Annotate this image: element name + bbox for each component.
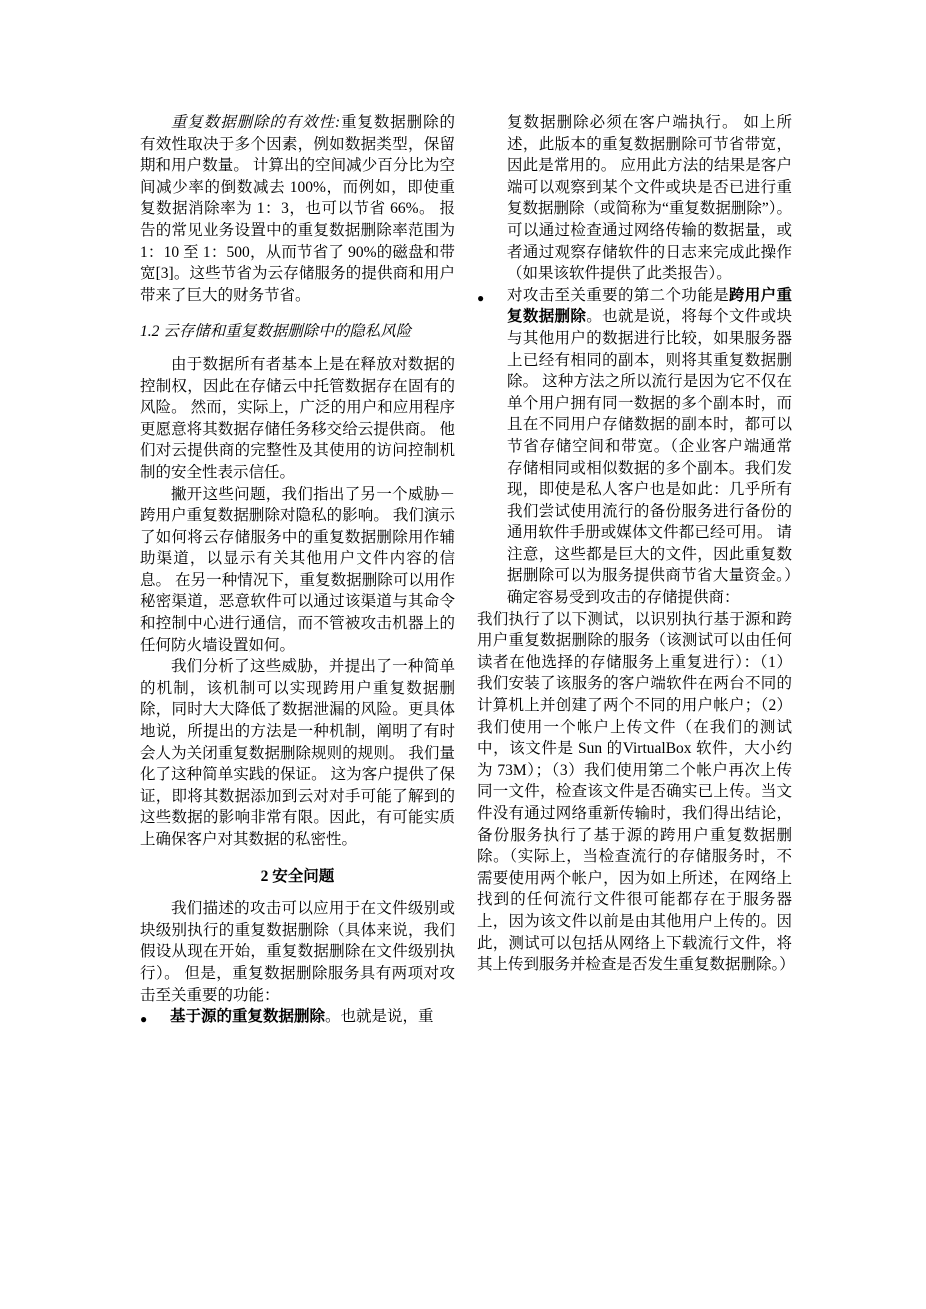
text-segment: 。也就是说，重 bbox=[325, 1008, 434, 1026]
text-segment: 对攻击至关重要的第二个功能是 bbox=[507, 286, 729, 304]
paragraph bbox=[140, 656, 455, 850]
subsection-heading bbox=[140, 321, 455, 343]
left-column bbox=[140, 112, 455, 1028]
text-segment: 复数据删除必须在客户端执行。 如上所述，此版本的重复数据删除可节省带宽，因此是常用的。 应用此方法的结果是客户端可以观察到某个文件或块是否已进行重复数据删除（或简称为“重复数据删除”）。 可以通过检查通过网络传输的数据量，或者通过观察存储软件的日志来完成此操作（如果该软件提供了此类报告）。 bbox=[507, 114, 793, 283]
bullet-item bbox=[477, 285, 792, 609]
emphasis-text: 重复数据删除的有效性: bbox=[171, 114, 341, 131]
right-column bbox=[477, 112, 795, 1028]
text-segment: 由于数据所有者基本上是在释放对数据的控制权，因此在存储云中托管数据存在固有的风险。 然而，实际上，广泛的用户和应用程序更愿意将其数据存储任务移交给云提供商。 他们对云提供商的完整性及其使用的访问控制机制的安全性表示信任。 bbox=[140, 355, 455, 481]
bullet-item bbox=[140, 1006, 455, 1028]
text-segment: 重复数据删除的有效性取决于多个因素，例如数据类型，保留期和用户数量。 计算出的空间减少百分比为空间减少率的倒数减去 100%，而例如，即使重复数据消除率为 1：3，也可以节省 66%。 报告的常见业务设置中的重复数据删除率范围为 1：10 至 1：500，从而节省了 90%的磁盘和带宽[3]。这些节省为云存储服务的提供商和用户带来了巨大的财务节省。 bbox=[140, 114, 455, 304]
bullet-continuation bbox=[477, 112, 792, 285]
text-segment: 撇开这些问题，我们指出了另一个威胁－跨用户重复数据删除对隐私的影响。 我们演示了如何将云存储服务中的重复数据删除用作辅助渠道，以显示有关其他用户文件内容的信息。 在另一种情况下，重复数据删除可以用作秘密渠道，恶意软件可以通过该渠道与其命令和控制中心进行通信，而不管被攻击机器上的任何防火墙设置如何。 bbox=[140, 485, 455, 654]
bullet-marker-icon: ● bbox=[140, 1012, 148, 1027]
emphasis-text: 基于源的重复数据删除 bbox=[170, 1008, 326, 1026]
paragraph bbox=[477, 609, 795, 976]
paragraph bbox=[140, 354, 455, 484]
paragraph bbox=[140, 112, 455, 306]
text-segment: 2 安全问题 bbox=[260, 867, 335, 885]
text-segment: 1.2 云存储和重复数据删除中的隐私风险 bbox=[140, 323, 412, 341]
paragraph bbox=[140, 898, 455, 1006]
text-segment: 。也就是说，将每个文件或块与其他用户的数据进行比较，如果服务器上已经有相同的副本，则将其重复数据删除。 这种方法之所以流行是因为它不仅在单个用户拥有同一数据的多个副本时，而且在不同用户存储数据的副本时，都可以节省存储空间和带宽。（企业客户端通常存储相同或相似数据的多个副本。我们发现，即使是私人客户也是如此：几乎所有我们尝试使用流行的备份服务进行备份的通用软件手册或媒体文件都已经可用。 请注意，这些都是巨大的文件，因此重复数据删除可以为服务提供商节省大量资金。）确定容易受到攻击的存储提供商： bbox=[507, 308, 792, 607]
text-segment: 我们描述的攻击可以应用于在文件级别或块级别执行的重复数据删除（具体来说，我们假设从现在开始，重复数据删除在文件级别执行）。 但是，重复数据删除服务具有两项对攻击至关重要的功能： bbox=[140, 900, 455, 1004]
page-content bbox=[140, 112, 795, 1028]
paragraph bbox=[140, 484, 455, 657]
text-segment: 我们分析了这些威胁，并提出了一种简单的机制，该机制可以实现跨用户重复数据删除，同时大大降低了数据泄漏的风险。更具体地说，所提出的方法是一种机制，阐明了有时会人为关闭重复数据删除规则的规则。 我们量化了这种简单实践的保证。 这为客户提供了保证，即将其数据添加到云对对手可能了解到的这些数据的影响非常有限。因此，有可能实质上确保客户对其数据的私密性。 bbox=[140, 658, 455, 848]
emphasis-text: 跨用户重复数据删除 bbox=[507, 286, 792, 326]
section-heading bbox=[140, 866, 455, 888]
bullet-marker-icon: ● bbox=[477, 290, 485, 305]
text-segment: 我们执行了以下测试，以识别执行基于源和跨用户重复数据删除的服务（该测试可以由任何读者在他选择的存储服务上重复进行）：（1）我们安装了该服务的客户端软件在两台不同的计算机上并创建了两个不同的用户帐户；（2）我们使用一个帐户上传文件（在我们的测试中，该文件是 Sun 的VirtualBox 软件，大小约为 73M）；（3）我们使用第二个帐户再次上传同一文件，检查该文件是否确实已上传。当文件没有通过网络重新传输时，我们得出结论，备份服务执行了基于源的跨用户重复数据删除。（实际上，当检查流行的存储服务时，不需要使用两个帐户，因为如上所述，在网络上找到的任何流行文件很可能都存在于服务器上，因为该文件以前是由其他用户上传的。因此，测试可以包括从网络上下载流行文件，将其上传到服务并检查是否发生重复数据删除。） bbox=[477, 610, 795, 974]
